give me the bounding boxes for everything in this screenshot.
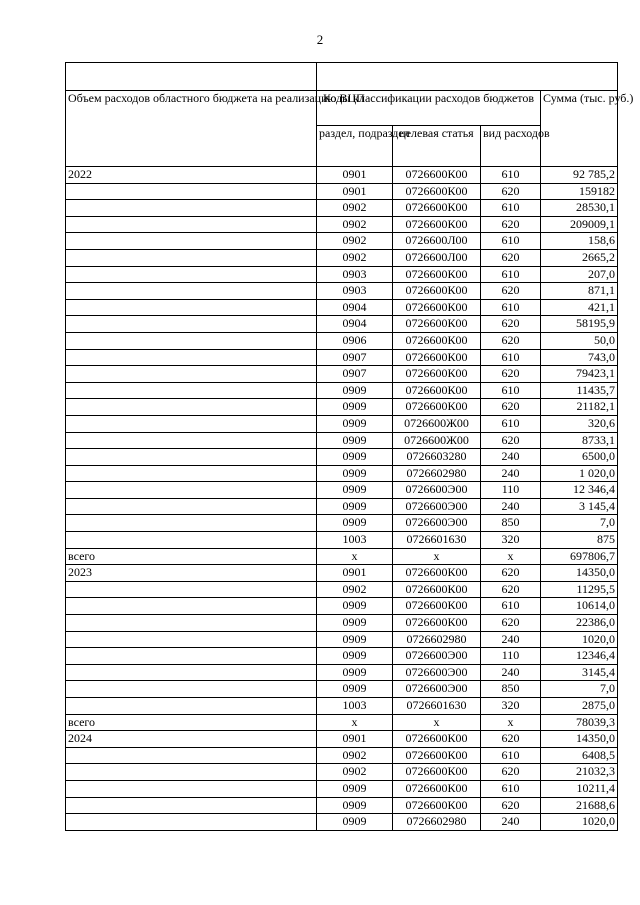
row-label bbox=[66, 183, 317, 200]
table-row bbox=[66, 648, 618, 665]
table-row bbox=[66, 299, 618, 316]
row-section: 0909 bbox=[317, 382, 393, 399]
row-section: 0909 bbox=[317, 797, 393, 814]
row-label bbox=[66, 515, 317, 532]
row-label bbox=[66, 249, 317, 266]
row-article: 0726600Э00 bbox=[393, 482, 481, 499]
page-number: 2 bbox=[316, 32, 324, 47]
row-article: 0726600К00 bbox=[393, 332, 481, 349]
table-row bbox=[66, 465, 618, 482]
row-article: 0726601630 bbox=[393, 532, 481, 549]
row-section: 0909 bbox=[317, 482, 393, 499]
row-sum: 743,0 bbox=[541, 349, 618, 366]
row-type: 620 bbox=[481, 764, 541, 781]
row-article: 0726600К00 bbox=[393, 797, 481, 814]
row-section: 0909 bbox=[317, 515, 393, 532]
table-row bbox=[66, 249, 618, 266]
row-type: 850 bbox=[481, 681, 541, 698]
row-sum: 78039,3 bbox=[541, 714, 618, 731]
budget-table bbox=[65, 62, 634, 831]
row-section: 0902 bbox=[317, 747, 393, 764]
table-row bbox=[66, 266, 618, 283]
row-article: 0726600К00 bbox=[393, 167, 481, 184]
row-article: 0726600Э00 bbox=[393, 664, 481, 681]
row-sum: 320,6 bbox=[541, 415, 618, 432]
table-row bbox=[66, 498, 618, 515]
row-section: 0909 bbox=[317, 780, 393, 797]
row-section: 0909 bbox=[317, 449, 393, 466]
row-type: 110 bbox=[481, 648, 541, 665]
empty-cell bbox=[66, 63, 317, 91]
row-article: 0726600Л00 bbox=[393, 233, 481, 250]
row-section: 0901 bbox=[317, 183, 393, 200]
row-sum: 14350,0 bbox=[541, 565, 618, 582]
table-row bbox=[66, 382, 618, 399]
row-sum: 50,0 bbox=[541, 332, 618, 349]
table-row bbox=[66, 565, 618, 582]
row-section: 0904 bbox=[317, 299, 393, 316]
row-label bbox=[66, 498, 317, 515]
row-sum: 21182,1 bbox=[541, 399, 618, 416]
header-section: раздел, подраздел bbox=[317, 126, 393, 167]
row-type: 620 bbox=[481, 615, 541, 632]
row-article: 0726603280 bbox=[393, 449, 481, 466]
row-label bbox=[66, 200, 317, 217]
table-row bbox=[66, 731, 618, 748]
row-article: 0726600К00 bbox=[393, 581, 481, 598]
row-sum: 421,1 bbox=[541, 299, 618, 316]
row-sum: 2665,2 bbox=[541, 249, 618, 266]
row-type: 620 bbox=[481, 249, 541, 266]
row-article: 0726600К00 bbox=[393, 299, 481, 316]
row-label: 2023 bbox=[66, 565, 317, 582]
row-article: 0726600К00 bbox=[393, 316, 481, 333]
header-sum: Сумма (тыс. руб.) bbox=[541, 91, 618, 167]
row-article: 0726600Э00 bbox=[393, 681, 481, 698]
table-row bbox=[66, 415, 618, 432]
row-article: 0726600К00 bbox=[393, 565, 481, 582]
row-label bbox=[66, 797, 317, 814]
row-label bbox=[66, 233, 317, 250]
table-row bbox=[66, 747, 618, 764]
row-type: 610 bbox=[481, 415, 541, 432]
row-sum: 697806,7 bbox=[541, 548, 618, 565]
row-sum: 8733,1 bbox=[541, 432, 618, 449]
row-type: 620 bbox=[481, 316, 541, 333]
row-article: 0726600К00 bbox=[393, 200, 481, 217]
table-row bbox=[66, 515, 618, 532]
row-article: 0726602980 bbox=[393, 631, 481, 648]
row-label bbox=[66, 482, 317, 499]
row-label: 2022 bbox=[66, 167, 317, 184]
row-section: 0901 bbox=[317, 565, 393, 582]
row-label bbox=[66, 664, 317, 681]
row-article: 0726600К00 bbox=[393, 349, 481, 366]
row-type: 610 bbox=[481, 780, 541, 797]
header-article: целевая статья bbox=[393, 126, 481, 167]
row-label bbox=[66, 631, 317, 648]
row-section: 0902 bbox=[317, 200, 393, 217]
row-section: 0906 bbox=[317, 332, 393, 349]
row-article: 0726600К00 bbox=[393, 399, 481, 416]
row-label bbox=[66, 415, 317, 432]
row-sum: 28530,1 bbox=[541, 200, 618, 217]
row-sum: 10211,4 bbox=[541, 780, 618, 797]
row-type: 610 bbox=[481, 266, 541, 283]
row-type: 620 bbox=[481, 399, 541, 416]
row-section: х bbox=[317, 714, 393, 731]
row-type: 620 bbox=[481, 565, 541, 582]
row-section: 0902 bbox=[317, 216, 393, 233]
row-label bbox=[66, 615, 317, 632]
row-type: 610 bbox=[481, 200, 541, 217]
row-label: всего bbox=[66, 548, 317, 565]
row-article: 0726600К00 bbox=[393, 747, 481, 764]
row-type: 620 bbox=[481, 797, 541, 814]
row-article: 0726600К00 bbox=[393, 598, 481, 615]
row-type: 610 bbox=[481, 747, 541, 764]
row-article: 0726602980 bbox=[393, 814, 481, 831]
row-sum: 871,1 bbox=[541, 283, 618, 300]
row-type: 850 bbox=[481, 515, 541, 532]
row-section: 1003 bbox=[317, 698, 393, 715]
row-section: 0904 bbox=[317, 316, 393, 333]
table-row bbox=[66, 797, 618, 814]
row-section: 0909 bbox=[317, 615, 393, 632]
row-type: 110 bbox=[481, 482, 541, 499]
row-article: 0726600К00 bbox=[393, 731, 481, 748]
row-sum: 1020,0 bbox=[541, 631, 618, 648]
table-row bbox=[66, 631, 618, 648]
row-label: всего bbox=[66, 714, 317, 731]
row-type: 620 bbox=[481, 432, 541, 449]
row-label bbox=[66, 332, 317, 349]
table-row bbox=[66, 432, 618, 449]
header-type: вид расходов bbox=[481, 126, 541, 167]
row-label bbox=[66, 465, 317, 482]
table-row bbox=[66, 332, 618, 349]
row-type: 620 bbox=[481, 366, 541, 383]
row-section: 0909 bbox=[317, 399, 393, 416]
row-sum: 207,0 bbox=[541, 266, 618, 283]
row-sum: 6408,5 bbox=[541, 747, 618, 764]
row-type: х bbox=[481, 548, 541, 565]
row-article: 0726600К00 bbox=[393, 382, 481, 399]
header-row bbox=[66, 91, 618, 126]
row-sum: 209009,1 bbox=[541, 216, 618, 233]
row-type: 610 bbox=[481, 349, 541, 366]
row-label bbox=[66, 681, 317, 698]
table-row bbox=[66, 598, 618, 615]
row-section: 0909 bbox=[317, 631, 393, 648]
row-sum: 159182 bbox=[541, 183, 618, 200]
table-row bbox=[66, 283, 618, 300]
row-section: 0902 bbox=[317, 581, 393, 598]
row-article: 0726602980 bbox=[393, 465, 481, 482]
empty-cell bbox=[317, 63, 618, 91]
row-sum: 2875,0 bbox=[541, 698, 618, 715]
row-article: 0726600Э00 bbox=[393, 515, 481, 532]
table-row bbox=[66, 714, 618, 731]
row-label bbox=[66, 532, 317, 549]
row-label bbox=[66, 299, 317, 316]
row-sum: 3 145,4 bbox=[541, 498, 618, 515]
row-label bbox=[66, 581, 317, 598]
row-article: 0726600Э00 bbox=[393, 648, 481, 665]
row-article: 0726600К00 bbox=[393, 780, 481, 797]
table-row bbox=[66, 581, 618, 598]
table-row bbox=[66, 681, 618, 698]
row-type: 240 bbox=[481, 664, 541, 681]
row-section: 0903 bbox=[317, 266, 393, 283]
row-section: 0909 bbox=[317, 415, 393, 432]
row-article: 0726600К00 bbox=[393, 764, 481, 781]
row-section: 0903 bbox=[317, 283, 393, 300]
row-section: 0902 bbox=[317, 764, 393, 781]
table-row bbox=[66, 366, 618, 383]
table-body bbox=[66, 63, 634, 831]
row-sum: 58195,9 bbox=[541, 316, 618, 333]
row-type: 240 bbox=[481, 498, 541, 515]
row-label bbox=[66, 449, 317, 466]
row-type: 240 bbox=[481, 449, 541, 466]
row-section: 0907 bbox=[317, 366, 393, 383]
row-type: 620 bbox=[481, 216, 541, 233]
table-row bbox=[66, 216, 618, 233]
row-label bbox=[66, 316, 317, 333]
row-type: 610 bbox=[481, 382, 541, 399]
table-row bbox=[66, 183, 618, 200]
row-type: 610 bbox=[481, 299, 541, 316]
row-label bbox=[66, 814, 317, 831]
row-section: х bbox=[317, 548, 393, 565]
row-label bbox=[66, 598, 317, 615]
row-article: 0726600К00 bbox=[393, 266, 481, 283]
row-label bbox=[66, 399, 317, 416]
table-row bbox=[66, 200, 618, 217]
table-row bbox=[66, 780, 618, 797]
row-type: 620 bbox=[481, 183, 541, 200]
table-row bbox=[66, 449, 618, 466]
row-article: 0726601630 bbox=[393, 698, 481, 715]
row-article: х bbox=[393, 548, 481, 565]
row-section: 0901 bbox=[317, 731, 393, 748]
table-row bbox=[66, 399, 618, 416]
row-type: 240 bbox=[481, 465, 541, 482]
row-sum: 7,0 bbox=[541, 515, 618, 532]
row-type: 610 bbox=[481, 233, 541, 250]
row-sum: 12346,4 bbox=[541, 648, 618, 665]
table-row bbox=[66, 316, 618, 333]
row-sum: 21688,6 bbox=[541, 797, 618, 814]
table-top-row bbox=[66, 63, 618, 91]
table-row bbox=[66, 615, 618, 632]
row-sum: 11295,5 bbox=[541, 581, 618, 598]
row-label bbox=[66, 698, 317, 715]
row-label bbox=[66, 349, 317, 366]
row-section: 0909 bbox=[317, 664, 393, 681]
row-section: 0902 bbox=[317, 233, 393, 250]
row-article: 0726600Ж00 bbox=[393, 432, 481, 449]
row-sum: 22386,0 bbox=[541, 615, 618, 632]
row-label bbox=[66, 266, 317, 283]
row-type: 620 bbox=[481, 283, 541, 300]
row-article: 0726600К00 bbox=[393, 183, 481, 200]
row-article: х bbox=[393, 714, 481, 731]
row-section: 0909 bbox=[317, 498, 393, 515]
table-row bbox=[66, 482, 618, 499]
header-object: Объем расходов областного бюджета на реализацию ВЦП bbox=[66, 91, 317, 167]
row-type: 620 bbox=[481, 731, 541, 748]
table-row bbox=[66, 814, 618, 831]
row-section: 0902 bbox=[317, 249, 393, 266]
row-type: 240 bbox=[481, 814, 541, 831]
row-type: 620 bbox=[481, 332, 541, 349]
row-label bbox=[66, 780, 317, 797]
row-type: 610 bbox=[481, 167, 541, 184]
row-sum: 21032,3 bbox=[541, 764, 618, 781]
row-label bbox=[66, 366, 317, 383]
row-sum: 11435,7 bbox=[541, 382, 618, 399]
row-section: 0901 bbox=[317, 167, 393, 184]
row-section: 0909 bbox=[317, 681, 393, 698]
table-row bbox=[66, 349, 618, 366]
row-sum: 1020,0 bbox=[541, 814, 618, 831]
row-label bbox=[66, 432, 317, 449]
row-type: 320 bbox=[481, 698, 541, 715]
row-article: 0726600К00 bbox=[393, 366, 481, 383]
row-article: 0726600Л00 bbox=[393, 249, 481, 266]
row-section: 0909 bbox=[317, 465, 393, 482]
row-sum: 6500,0 bbox=[541, 449, 618, 466]
row-sum: 10614,0 bbox=[541, 598, 618, 615]
row-section: 0909 bbox=[317, 598, 393, 615]
row-section: 1003 bbox=[317, 532, 393, 549]
row-label bbox=[66, 764, 317, 781]
table-row bbox=[66, 167, 618, 184]
row-type: 240 bbox=[481, 631, 541, 648]
row-article: 0726600К00 bbox=[393, 615, 481, 632]
table-row bbox=[66, 548, 618, 565]
row-label bbox=[66, 648, 317, 665]
row-sum: 3145,4 bbox=[541, 664, 618, 681]
row-sum: 79423,1 bbox=[541, 366, 618, 383]
table-row bbox=[66, 664, 618, 681]
row-article: 0726600Э00 bbox=[393, 498, 481, 515]
row-article: 0726600К00 bbox=[393, 216, 481, 233]
header-codes: Коды классификации расходов бюджетов bbox=[317, 91, 541, 126]
row-type: 320 bbox=[481, 532, 541, 549]
row-section: 0909 bbox=[317, 648, 393, 665]
row-label: 2024 bbox=[66, 731, 317, 748]
row-sum: 1 020,0 bbox=[541, 465, 618, 482]
table-row bbox=[66, 532, 618, 549]
row-type: 620 bbox=[481, 581, 541, 598]
row-label bbox=[66, 283, 317, 300]
table-row bbox=[66, 698, 618, 715]
table-row bbox=[66, 764, 618, 781]
row-sum: 7,0 bbox=[541, 681, 618, 698]
row-type: 610 bbox=[481, 598, 541, 615]
row-sum: 14350,0 bbox=[541, 731, 618, 748]
table-row bbox=[66, 233, 618, 250]
row-sum: 158,6 bbox=[541, 233, 618, 250]
row-type: х bbox=[481, 714, 541, 731]
row-section: 0909 bbox=[317, 432, 393, 449]
row-sum: 92 785,2 bbox=[541, 167, 618, 184]
row-label bbox=[66, 382, 317, 399]
row-article: 0726600К00 bbox=[393, 283, 481, 300]
row-sum: 12 346,4 bbox=[541, 482, 618, 499]
row-section: 0907 bbox=[317, 349, 393, 366]
row-section: 0909 bbox=[317, 814, 393, 831]
row-article: 0726600Ж00 bbox=[393, 415, 481, 432]
row-label bbox=[66, 216, 317, 233]
row-label bbox=[66, 747, 317, 764]
row-sum: 875 bbox=[541, 532, 618, 549]
